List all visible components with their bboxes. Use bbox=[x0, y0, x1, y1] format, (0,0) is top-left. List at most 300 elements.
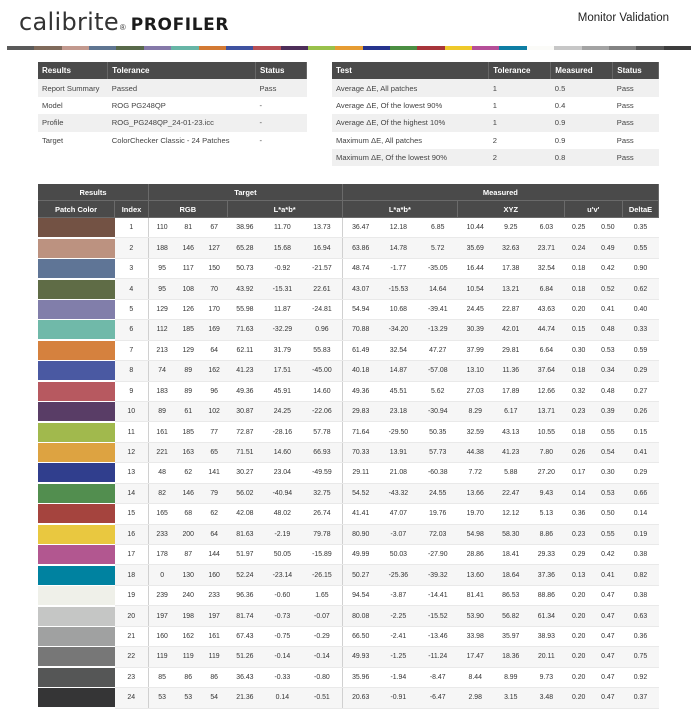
target-rgb-cell: 126 bbox=[175, 299, 201, 319]
measured-lab-cell: 61.49 bbox=[342, 340, 378, 360]
patch-swatch-cell bbox=[38, 667, 115, 687]
measured-lab-cell: 40.18 bbox=[342, 361, 378, 381]
index-cell: 4 bbox=[115, 279, 149, 299]
target-lab-cell: 71.51 bbox=[227, 442, 263, 462]
measured-uv-cell: 0.18 bbox=[564, 258, 593, 278]
measured-lab-cell: 21.08 bbox=[379, 463, 418, 483]
deltae-cell: 0.36 bbox=[623, 626, 659, 646]
target-rgb-cell: 85 bbox=[149, 667, 176, 687]
measured-uv-cell: 0.29 bbox=[564, 545, 593, 565]
measured-xyz-cell: 10.54 bbox=[457, 279, 493, 299]
deltae-cell: 0.27 bbox=[623, 381, 659, 401]
calibrite-logo bbox=[19, 8, 229, 36]
target-rgb-cell: 61 bbox=[175, 401, 201, 421]
deltae-cell: 0.62 bbox=[623, 279, 659, 299]
color-stripe bbox=[7, 46, 691, 50]
deltae-cell: 0.75 bbox=[623, 647, 659, 667]
patch-row bbox=[38, 442, 659, 462]
table-row bbox=[332, 79, 659, 96]
target-rgb-cell: 68 bbox=[175, 504, 201, 524]
measured-xyz-cell: 17.89 bbox=[493, 381, 529, 401]
measured-xyz-cell: 27.03 bbox=[457, 381, 493, 401]
target-lab-cell: 42.08 bbox=[227, 504, 263, 524]
measured-cell: 0.5 bbox=[551, 79, 613, 96]
measured-xyz-cell: 24.45 bbox=[457, 299, 493, 319]
measured-lab-cell: 6.85 bbox=[418, 218, 457, 238]
target-rgb-cell: 53 bbox=[175, 688, 201, 708]
measured-lab-cell: -2.25 bbox=[379, 606, 418, 626]
target-rgb-cell: 119 bbox=[149, 647, 176, 667]
tolerance-cell: ColorChecker Classic - 24 Patches bbox=[111, 135, 230, 145]
measured-xyz-cell: 28.86 bbox=[457, 545, 493, 565]
measured-lab-cell: 47.27 bbox=[418, 340, 457, 360]
measured-xyz-cell: 32.54 bbox=[529, 258, 565, 278]
index-cell: 10 bbox=[115, 401, 149, 421]
target-rgb-cell: 162 bbox=[201, 361, 227, 381]
measured-xyz-cell: 58.30 bbox=[493, 524, 529, 544]
patch-swatch-cell bbox=[38, 340, 115, 360]
target-lab-cell: 41.23 bbox=[227, 361, 263, 381]
measured-xyz-cell: 37.36 bbox=[529, 565, 565, 585]
target-lab-cell: 57.78 bbox=[302, 422, 342, 442]
index-cell: 6 bbox=[115, 320, 149, 340]
measured-xyz-cell: 37.64 bbox=[529, 361, 565, 381]
target-rgb-cell: 95 bbox=[149, 279, 176, 299]
measured-xyz-cell: 12.12 bbox=[493, 504, 529, 524]
patch-swatch-cell bbox=[38, 299, 115, 319]
patch-swatch-cell bbox=[38, 647, 115, 667]
measured-lab-cell: 49.36 bbox=[342, 381, 378, 401]
table-row bbox=[38, 79, 307, 96]
measured-xyz-cell: 6.64 bbox=[529, 340, 565, 360]
measured-xyz-cell: 20.11 bbox=[529, 647, 565, 667]
patch-swatch-cell bbox=[38, 524, 115, 544]
measured-lab-cell: -15.53 bbox=[379, 279, 418, 299]
target-lab-cell: 55.98 bbox=[227, 299, 263, 319]
measured-uv-cell: 0.20 bbox=[564, 688, 593, 708]
status-cell: Pass bbox=[613, 149, 659, 166]
patch-swatch bbox=[38, 382, 115, 401]
patch-swatch-cell bbox=[38, 238, 115, 258]
measured-xyz-cell: 13.66 bbox=[457, 483, 493, 503]
measured-uv-cell: 0.30 bbox=[593, 463, 622, 483]
measured-lab-cell: -2.41 bbox=[379, 626, 418, 646]
target-rgb-cell: 79 bbox=[201, 483, 227, 503]
measured-lab-cell: 50.27 bbox=[342, 565, 378, 585]
color-stripe-segment bbox=[281, 46, 308, 50]
target-lab-cell: 50.05 bbox=[263, 545, 302, 565]
deltae-cell: 0.19 bbox=[623, 524, 659, 544]
measured-uv-cell: 0.41 bbox=[593, 299, 622, 319]
color-stripe-segment bbox=[527, 46, 554, 50]
patch-swatch bbox=[38, 627, 115, 646]
patch-row bbox=[38, 688, 659, 708]
target-rgb-cell: 67 bbox=[201, 218, 227, 238]
patch-swatch-cell bbox=[38, 606, 115, 626]
target-rgb-cell: 161 bbox=[201, 626, 227, 646]
target-lab-cell: 24.25 bbox=[263, 401, 302, 421]
registered-mark: ® bbox=[119, 23, 126, 32]
patch-swatch bbox=[38, 341, 115, 360]
measured-group-header: Measured bbox=[342, 184, 658, 201]
target-lab-cell: -0.51 bbox=[302, 688, 342, 708]
patch-swatch-cell bbox=[38, 361, 115, 381]
target-rgb-cell: 62 bbox=[201, 504, 227, 524]
patch-row bbox=[38, 299, 659, 319]
target-rgb-cell: 160 bbox=[149, 626, 176, 646]
deltae-cell: 0.29 bbox=[623, 463, 659, 483]
target-lab-cell: -49.59 bbox=[302, 463, 342, 483]
tolerance-cell: Passed bbox=[108, 79, 256, 96]
target-lab-cell: 45.91 bbox=[263, 381, 302, 401]
measured-lab-cell: -39.32 bbox=[418, 565, 457, 585]
patch-swatch-cell bbox=[38, 565, 115, 585]
target-lab-cell: -0.07 bbox=[302, 606, 342, 626]
patch-swatch bbox=[38, 586, 115, 605]
measured-xyz-cell: 11.36 bbox=[493, 361, 529, 381]
measured-xyz-cell: 12.66 bbox=[529, 381, 565, 401]
measured-lab-cell: 47.07 bbox=[379, 504, 418, 524]
measured-lab-cell: -13.46 bbox=[418, 626, 457, 646]
measured-lab-cell: 50.03 bbox=[379, 545, 418, 565]
index-cell: 5 bbox=[115, 299, 149, 319]
measured-xyz-cell: 2.98 bbox=[457, 688, 493, 708]
measured-uv-cell: 0.47 bbox=[593, 667, 622, 687]
color-stripe-segment bbox=[472, 46, 499, 50]
measured-uv-cell: 0.20 bbox=[564, 667, 593, 687]
index-cell: 14 bbox=[115, 483, 149, 503]
target-lab-cell: 81.63 bbox=[227, 524, 263, 544]
color-stripe-segment bbox=[445, 46, 472, 50]
measured-lab-cell: 13.91 bbox=[379, 442, 418, 462]
measured-xyz-cell: 53.90 bbox=[457, 606, 493, 626]
measured-uv-cell: 0.53 bbox=[593, 483, 622, 503]
target-rgb-cell: 165 bbox=[149, 504, 176, 524]
deltae-cell: 0.29 bbox=[623, 361, 659, 381]
measured-xyz-cell: 5.13 bbox=[529, 504, 565, 524]
patch-swatch-cell bbox=[38, 401, 115, 421]
patch-swatch-cell bbox=[38, 688, 115, 708]
patch-row bbox=[38, 340, 659, 360]
measured-lab-cell: -39.41 bbox=[418, 299, 457, 319]
measured-cell: 0.8 bbox=[551, 149, 613, 166]
target-lab-cell: 16.94 bbox=[302, 238, 342, 258]
measured-lab-cell: -3.87 bbox=[379, 585, 418, 605]
measured-xyz-cell: 32.59 bbox=[457, 422, 493, 442]
measured-xyz-cell: 6.17 bbox=[493, 401, 529, 421]
measured-xyz-cell: 5.88 bbox=[493, 463, 529, 483]
measured-lab-cell: 66.50 bbox=[342, 626, 378, 646]
brand-name: calibrite bbox=[19, 8, 119, 36]
patch-swatch-cell bbox=[38, 504, 115, 524]
measured-xyz-cell: 44.38 bbox=[457, 442, 493, 462]
target-lab-cell: 17.51 bbox=[263, 361, 302, 381]
test-cell: Average ΔE, Of the lowest 90% bbox=[336, 100, 443, 110]
measured-uv-cell: 0.18 bbox=[564, 279, 593, 299]
document-title: Monitor Validation bbox=[577, 12, 669, 24]
target-rgb-cell: 185 bbox=[175, 422, 201, 442]
measured-xyz-cell: 43.13 bbox=[493, 422, 529, 442]
measured-cell: 0.4 bbox=[554, 100, 566, 110]
measured-xyz-cell: 30.39 bbox=[457, 320, 493, 340]
target-lab-cell: 26.74 bbox=[302, 504, 342, 524]
patch-color-header: Patch Color bbox=[38, 201, 115, 218]
target-lab-cell: 55.83 bbox=[302, 340, 342, 360]
patch-swatch-cell bbox=[38, 381, 115, 401]
measured-lab-cell: 32.54 bbox=[379, 340, 418, 360]
target-lab-cell: 71.63 bbox=[227, 320, 263, 340]
patch-row bbox=[38, 422, 659, 442]
status-header: Status bbox=[613, 62, 659, 79]
measured-xyz-cell: 41.23 bbox=[493, 442, 529, 462]
measured-lab-cell: 5.62 bbox=[418, 381, 457, 401]
measured-uv-cell: 0.48 bbox=[593, 320, 622, 340]
measured-lab-cell: 57.73 bbox=[418, 442, 457, 462]
color-stripe-segment bbox=[89, 46, 116, 50]
target-lab-cell: -0.75 bbox=[263, 626, 302, 646]
measured-lab-cell: 80.08 bbox=[342, 606, 378, 626]
target-lab-cell: 43.92 bbox=[227, 279, 263, 299]
measured-xyz-cell: 54.98 bbox=[457, 524, 493, 544]
tolerance-header: Tolerance bbox=[108, 62, 256, 79]
index-cell: 3 bbox=[115, 258, 149, 278]
patch-row bbox=[38, 401, 659, 421]
target-rgb-cell: 185 bbox=[175, 320, 201, 340]
measured-xyz-cell: 3.48 bbox=[529, 688, 565, 708]
target-lab-cell: -0.33 bbox=[263, 667, 302, 687]
target-lab-cell: 32.75 bbox=[302, 483, 342, 503]
target-lab-cell: -0.92 bbox=[263, 258, 302, 278]
measured-lab-cell: 50.35 bbox=[418, 422, 457, 442]
measured-xyz-header: XYZ bbox=[457, 201, 564, 218]
index-cell: 19 bbox=[115, 585, 149, 605]
measured-lab-cell: -30.94 bbox=[418, 401, 457, 421]
table-row bbox=[38, 114, 307, 131]
deltae-cell: 0.59 bbox=[623, 340, 659, 360]
target-rgb-cell: 150 bbox=[201, 258, 227, 278]
patch-row bbox=[38, 320, 659, 340]
patch-swatch bbox=[38, 259, 115, 278]
measured-lab-cell: 24.55 bbox=[418, 483, 457, 503]
target-lab-cell: -15.89 bbox=[302, 545, 342, 565]
measured-lab-cell: -6.47 bbox=[418, 688, 457, 708]
measured-lab-cell: 49.93 bbox=[342, 647, 378, 667]
patch-row bbox=[38, 565, 659, 585]
deltae-cell: 0.40 bbox=[623, 299, 659, 319]
target-rgb-cell: 89 bbox=[149, 401, 176, 421]
tolerance-cell: ROG_PG248QP_24-01-23.icc bbox=[108, 114, 256, 131]
index-header: Index bbox=[115, 201, 149, 218]
measured-lab-cell: 29.83 bbox=[342, 401, 378, 421]
target-rgb-cell: 146 bbox=[175, 238, 201, 258]
color-stripe-segment bbox=[34, 46, 61, 50]
target-rgb-cell: 200 bbox=[175, 524, 201, 544]
patch-swatch bbox=[38, 300, 115, 319]
measured-uv-cell: 0.36 bbox=[564, 504, 593, 524]
target-group-header: Target bbox=[149, 184, 343, 201]
target-lab-cell: 67.43 bbox=[227, 626, 263, 646]
target-rgb-cell: 53 bbox=[149, 688, 176, 708]
patch-row bbox=[38, 483, 659, 503]
patch-swatch bbox=[38, 402, 115, 421]
target-rgb-cell: 82 bbox=[149, 483, 176, 503]
status-cell: Pass bbox=[616, 100, 634, 110]
target-rgb-cell: 112 bbox=[149, 320, 176, 340]
target-lab-cell: 30.27 bbox=[227, 463, 263, 483]
measured-xyz-cell: 6.03 bbox=[529, 218, 565, 238]
status-header: Status bbox=[255, 62, 306, 79]
measured-uv-cell: 0.34 bbox=[593, 361, 622, 381]
deltae-cell: 0.38 bbox=[623, 585, 659, 605]
index-cell: 13 bbox=[115, 463, 149, 483]
tolerance-cell: 1 bbox=[489, 79, 551, 96]
test-cell: Average ΔE, All patches bbox=[332, 79, 489, 96]
target-lab-cell: -26.15 bbox=[302, 565, 342, 585]
measured-xyz-cell: 56.82 bbox=[493, 606, 529, 626]
measured-uv-cell: 0.55 bbox=[593, 524, 622, 544]
target-rgb-cell: 162 bbox=[175, 626, 201, 646]
patch-row bbox=[38, 218, 659, 238]
target-rgb-cell: 70 bbox=[201, 279, 227, 299]
patch-row bbox=[38, 585, 659, 605]
index-cell: 8 bbox=[115, 361, 149, 381]
index-cell: 22 bbox=[115, 647, 149, 667]
target-rgb-cell: 74 bbox=[149, 361, 176, 381]
measured-uv-cell: 0.50 bbox=[593, 218, 622, 238]
measured-xyz-cell: 18.36 bbox=[493, 647, 529, 667]
target-lab-cell: -0.60 bbox=[263, 585, 302, 605]
target-lab-cell: -22.06 bbox=[302, 401, 342, 421]
patch-swatch-cell bbox=[38, 279, 115, 299]
tolerance-header: Tolerance bbox=[489, 62, 551, 79]
patch-row bbox=[38, 463, 659, 483]
target-lab-cell: 1.65 bbox=[302, 585, 342, 605]
measured-lab-cell: 72.03 bbox=[418, 524, 457, 544]
target-rgb-cell: 62 bbox=[175, 463, 201, 483]
measured-lab-cell: -1.94 bbox=[379, 667, 418, 687]
target-rgb-header: RGB bbox=[149, 201, 228, 218]
index-cell: 17 bbox=[115, 545, 149, 565]
index-cell: 1 bbox=[115, 218, 149, 238]
measured-xyz-cell: 35.97 bbox=[493, 626, 529, 646]
measured-lab-cell: 19.76 bbox=[418, 504, 457, 524]
measured-uv-cell: 0.47 bbox=[593, 647, 622, 667]
results-group-header: Results bbox=[38, 184, 149, 201]
color-stripe-segment bbox=[199, 46, 226, 50]
results-cell: Model bbox=[42, 100, 63, 110]
results-cell: Report Summary bbox=[38, 79, 108, 96]
deltae-header: DeltaE bbox=[623, 201, 659, 218]
target-rgb-cell: 127 bbox=[201, 238, 227, 258]
measured-lab-cell: 5.72 bbox=[418, 238, 457, 258]
status-cell: Pass bbox=[616, 135, 634, 145]
target-lab-cell: 11.70 bbox=[263, 218, 302, 238]
results-cell: Profile bbox=[38, 114, 108, 131]
index-cell: 12 bbox=[115, 442, 149, 462]
target-lab-cell: 0.14 bbox=[263, 688, 302, 708]
measured-lab-cell: -14.41 bbox=[418, 585, 457, 605]
measured-uv-cell: 0.18 bbox=[564, 361, 593, 381]
target-lab-cell: 51.26 bbox=[227, 647, 263, 667]
deltae-cell: 0.66 bbox=[623, 483, 659, 503]
measured-uv-cell: 0.20 bbox=[564, 585, 593, 605]
measured-uv-cell: 0.42 bbox=[593, 258, 622, 278]
measured-uv-cell: 0.39 bbox=[593, 401, 622, 421]
measured-lab-cell: -1.77 bbox=[379, 258, 418, 278]
measured-xyz-cell: 10.44 bbox=[457, 218, 493, 238]
target-rgb-cell: 65 bbox=[201, 442, 227, 462]
target-rgb-cell: 178 bbox=[149, 545, 176, 565]
patch-row bbox=[38, 361, 659, 381]
measured-lab-cell: -60.38 bbox=[418, 463, 457, 483]
measured-lab-cell: 23.18 bbox=[379, 401, 418, 421]
deltae-cell: 0.55 bbox=[623, 238, 659, 258]
measured-uv-cell: 0.41 bbox=[593, 565, 622, 585]
measured-xyz-cell: 33.98 bbox=[457, 626, 493, 646]
measured-xyz-cell: 35.69 bbox=[457, 238, 493, 258]
measured-uv-cell: 0.30 bbox=[564, 340, 593, 360]
index-cell: 21 bbox=[115, 626, 149, 646]
target-rgb-cell: 54 bbox=[201, 688, 227, 708]
measured-lab-cell: 43.07 bbox=[342, 279, 378, 299]
measured-uv-cell: 0.23 bbox=[564, 401, 593, 421]
table-row bbox=[332, 149, 659, 166]
measured-lab-cell: -8.47 bbox=[418, 667, 457, 687]
patch-swatch bbox=[38, 423, 115, 442]
target-rgb-cell: 87 bbox=[175, 545, 201, 565]
patch-swatch bbox=[38, 463, 115, 482]
color-stripe-segment bbox=[335, 46, 362, 50]
measured-lab-cell: -1.25 bbox=[379, 647, 418, 667]
measured-lab-cell: 70.88 bbox=[342, 320, 378, 340]
target-rgb-cell: 170 bbox=[201, 299, 227, 319]
patch-row bbox=[38, 504, 659, 524]
target-lab-cell: 15.68 bbox=[263, 238, 302, 258]
measured-xyz-cell: 3.15 bbox=[493, 688, 529, 708]
measured-lab-cell: -0.91 bbox=[379, 688, 418, 708]
deltae-cell: 0.63 bbox=[623, 606, 659, 626]
patch-swatch bbox=[38, 525, 115, 544]
target-lab-cell: -32.29 bbox=[263, 320, 302, 340]
measured-uv-cell: 0.25 bbox=[564, 218, 593, 238]
measured-lab-cell: 14.78 bbox=[379, 238, 418, 258]
measured-uv-cell: 0.47 bbox=[593, 626, 622, 646]
measured-xyz-cell: 13.60 bbox=[457, 565, 493, 585]
measured-xyz-cell: 43.63 bbox=[529, 299, 565, 319]
patch-row bbox=[38, 279, 659, 299]
measured-uv-cell: 0.20 bbox=[564, 606, 593, 626]
patch-row bbox=[38, 626, 659, 646]
table-row bbox=[332, 114, 659, 131]
measured-lab-cell: 10.68 bbox=[379, 299, 418, 319]
test-cell: Average ΔE, Of the highest 10% bbox=[332, 114, 489, 131]
patch-swatch-cell bbox=[38, 483, 115, 503]
target-lab-cell: 38.96 bbox=[227, 218, 263, 238]
measured-uv-cell: 0.32 bbox=[564, 381, 593, 401]
measured-xyz-cell: 8.86 bbox=[529, 524, 565, 544]
color-stripe-segment bbox=[554, 46, 581, 50]
color-stripe-segment bbox=[363, 46, 390, 50]
patch-swatch bbox=[38, 566, 115, 585]
measured-xyz-cell: 13.21 bbox=[493, 279, 529, 299]
target-rgb-cell: 197 bbox=[149, 606, 176, 626]
target-rgb-cell: 144 bbox=[201, 545, 227, 565]
patch-results-table bbox=[38, 184, 659, 709]
target-lab-cell: 81.74 bbox=[227, 606, 263, 626]
target-lab-cell: -0.29 bbox=[302, 626, 342, 646]
measured-xyz-cell: 13.71 bbox=[529, 401, 565, 421]
measured-lab-cell: 94.54 bbox=[342, 585, 378, 605]
